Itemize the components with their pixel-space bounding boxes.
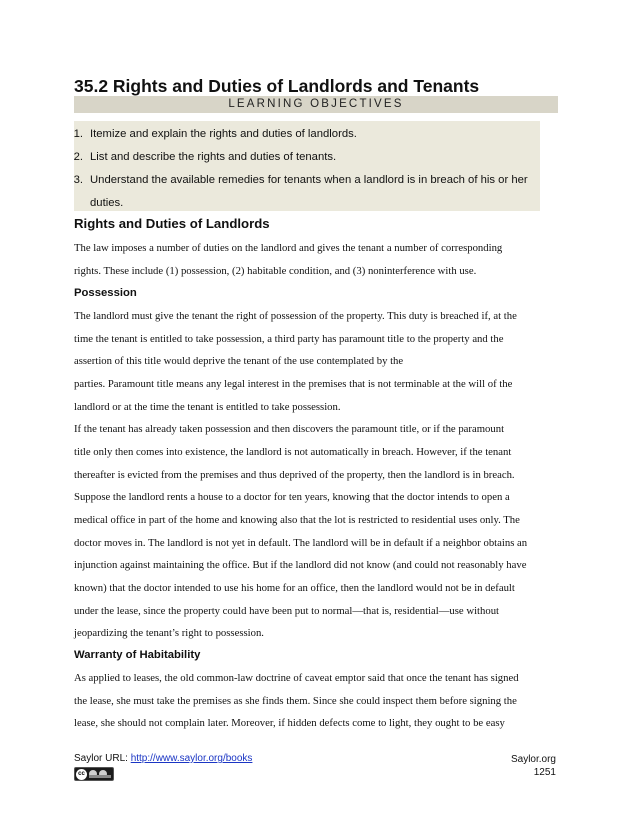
page-number: 1251 bbox=[533, 767, 556, 778]
text-line: injunction against maintaining the office. But if the landlord did not know (and could not reasonably have bbox=[74, 559, 527, 571]
text-line: time the tenant is entitled to take possession, a third party has paramount title to the property and the bbox=[74, 333, 504, 345]
objective-text: Itemize and explain the rights and duties of landlords. bbox=[90, 128, 357, 140]
source-link[interactable]: http://www.saylor.org/books bbox=[130, 753, 253, 764]
footer-org bbox=[511, 753, 556, 779]
text-line: As applied to leases, the old common-law doctrine of caveat emptor said that once the tenant has signed bbox=[74, 672, 519, 684]
text-line: assertion of this title would deprive the tenant of the use contemplated by the bbox=[74, 355, 404, 367]
license-bar bbox=[89, 775, 111, 778]
learning-objectives-label: LEARNING OBJECTIVES bbox=[74, 96, 558, 113]
text-line: landlord or at the time the tenant is entitled to take possession. bbox=[74, 401, 341, 413]
text-line: The law imposes a number of duties on the landlord and gives the tenant a number of corresponding bbox=[74, 242, 503, 254]
text-line: medical office in part of the home and knowing also that the lot is restricted to residential uses only. The bbox=[74, 514, 520, 526]
text-line: Suppose the landlord rents a house to a doctor for ten years, knowing that the doctor intends to open a bbox=[74, 491, 510, 503]
text-line: thereafter is evicted from the premises and thus deprived of the property, then the landlord is in breach. bbox=[74, 469, 515, 481]
objective-text: List and describe the rights and duties of tenants. bbox=[90, 151, 337, 163]
creative-commons-badge bbox=[74, 767, 114, 781]
text-line: title only then comes into existence, the landlord is not automatically in breach. However, if the tenant bbox=[74, 446, 512, 458]
page-title: 35.2 Rights and Duties of Landlords and Tenants bbox=[74, 76, 480, 96]
objective-text: duties. bbox=[90, 197, 124, 209]
text-line: parties. Paramount title means any legal interest in the premises that is not terminable at the will of the bbox=[74, 378, 513, 390]
text-line: doctor moves in. The landlord is not yet in default. The landlord will be in default if a neighbor obtains an bbox=[74, 537, 528, 549]
footer-source bbox=[74, 753, 252, 764]
learning-objectives-box bbox=[74, 121, 540, 211]
text-line: the lease, she must take the premises as she finds them. Since she could inspect them before signing the bbox=[74, 695, 517, 707]
objective-number: 3. bbox=[73, 174, 83, 186]
objective-number: 1. bbox=[73, 128, 83, 140]
text-line: jeopardizing the tenant’s right to possession. bbox=[74, 627, 264, 639]
text-line: under the lease, since the property could have been put to normal—that is, residential—use without bbox=[74, 605, 500, 617]
text-line: lease, she should not complain later. Moreover, if hidden defects come to light, they ought to be easy bbox=[74, 717, 505, 729]
text-line: If the tenant has already taken possession and then discovers the paramount title, or if the paramount bbox=[74, 423, 505, 435]
source-label: Saylor URL: bbox=[74, 753, 131, 764]
possession-heading: Possession bbox=[74, 287, 137, 299]
objective-text: Understand the available remedies for tenants when a landlord is in breach of his or her bbox=[90, 174, 528, 186]
habitability-heading: Warranty of Habitability bbox=[74, 649, 201, 661]
section-heading: Rights and Duties of Landlords bbox=[74, 216, 270, 231]
org-name: Saylor.org bbox=[510, 754, 556, 765]
text-line: rights. These include (1) possession, (2) habitable condition, and (3) noninterference with use. bbox=[74, 265, 477, 277]
cc-icon: cc bbox=[76, 769, 87, 780]
text-line: known) that the doctor intended to use his home for an office, then the landlord would not be in default bbox=[74, 582, 515, 594]
text-line: The landlord must give the tenant the right of possession of the property. This duty is breached if, at the bbox=[74, 310, 517, 322]
objective-number: 2. bbox=[73, 151, 83, 163]
